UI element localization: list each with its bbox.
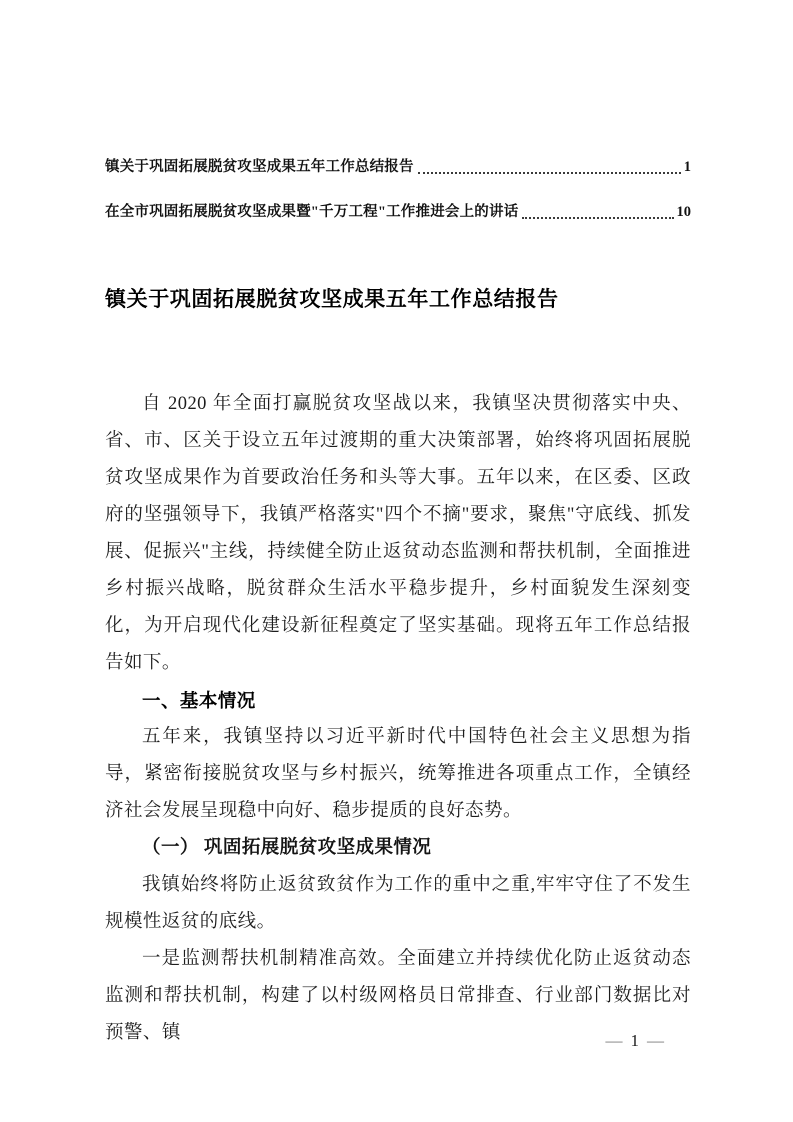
section-heading1: 一、基本情况 [142, 690, 256, 711]
section-heading2: （一） 巩固拓展脱贫攻坚成果情况 [142, 838, 432, 858]
paragraph: 自 2020 年全面打赢脱贫攻坚战以来，我镇坚决贯彻落实中央、省、市、区关于设立五年过渡期的重大决策部署，始终将巩固拓展脱贫攻坚成果作为首要政治任务和头等大事。五年以来，在区委、区政府的坚强领导下，我镇严格落实"四个不摘"要求，聚焦"守底线、抓发展、促振兴"主线，持续健全防止返贫动态监测和帮扶机制，全面推进乡村振兴战略，脱贫群众生活水平稳步提升，乡村面貌发生深刻变化，为开启现代化建设新征程奠定了坚实基础。现将五年工作总结报告如下。 [105, 394, 691, 673]
table-of-contents [0, 0, 793, 223]
document-title: 镇关于巩固拓展脱贫攻坚成果五年工作总结报告 [105, 288, 559, 311]
toc-leader-dots [418, 172, 681, 174]
toc-item[interactable] [105, 157, 691, 178]
toc-item-title: 镇关于巩固拓展脱贫攻坚成果五年工作总结报告 [105, 159, 414, 175]
document-body [105, 386, 691, 1052]
toc-item-title: 在全市巩固拓展脱贫攻坚成果暨"千万工程"工作推进会上的讲话 [105, 204, 519, 220]
footer-page-number: 1 [630, 1031, 640, 1050]
toc-leader-dots [522, 217, 673, 219]
toc-page-number: 10 [676, 204, 691, 220]
footer-dash-right: — [647, 1031, 665, 1050]
paragraph: 一是监测帮扶机制精准高效。全面建立并持续优化防止返贫动态监测和帮扶机制，构建了以村级网格员日常排查、行业部门数据比对预警、镇 [105, 949, 691, 1043]
page-number-footer [599, 1029, 673, 1053]
paragraph: 我镇始终将防止返贫致贫作为工作的重中之重,牢牢守住了不发生规模性返贫的底线。 [105, 875, 691, 932]
footer-dash-left: — [605, 1031, 624, 1050]
paragraph: 五年来，我镇坚持以习近平新时代中国特色社会主义思想为指导，紧密衔接脱贫攻坚与乡村振兴，统筹推进各项重点工作，全镇经济社会发展呈现稳中向好、稳步提质的良好态势。 [105, 727, 691, 821]
toc-page-number: 1 [683, 159, 691, 175]
toc-item[interactable] [105, 202, 691, 223]
